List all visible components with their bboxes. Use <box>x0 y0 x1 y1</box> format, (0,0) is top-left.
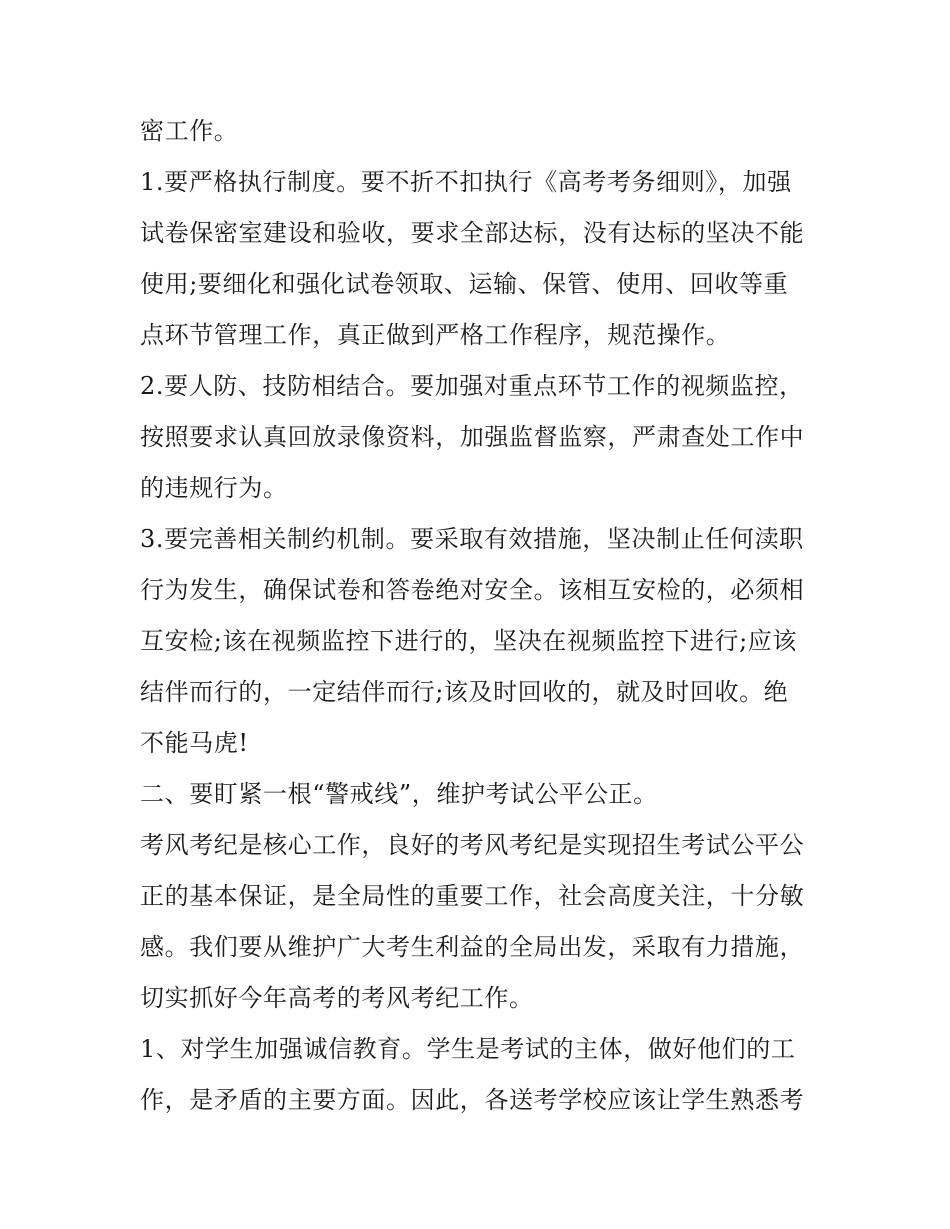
text-line: 点环节管理工作，真正做到严格工作程序，规范操作。 <box>140 321 731 349</box>
text-line: 2.要人防、技防相结合。要加强对重点环节工作的视频监控， <box>140 372 804 400</box>
text-line: 的违规行为。 <box>140 474 288 502</box>
text-line: 使用;要细化和强化试卷领取、运输、保管、使用、回收等重 <box>140 270 789 298</box>
text-line: 密工作。 <box>140 117 239 145</box>
text-line: 互安检;该在视频监控下进行的，坚决在视频监控下进行;应该 <box>140 627 797 655</box>
text-line: 1.要严格执行制度。要不折不扣执行《高考考务细则》，加强 <box>140 168 792 196</box>
text-line: 切实抓好今年高考的考风考纪工作。 <box>140 984 534 1012</box>
text-line: 正的基本保证，是全局性的重要工作，社会高度关注，十分敏 <box>140 882 805 910</box>
text-line: 行为发生，确保试卷和答卷绝对安全。该相互安检的，必须相 <box>140 576 805 604</box>
document-body <box>140 106 815 1126</box>
text-line: 3.要完善相关制约机制。要采取有效措施，坚决制止任何渎职 <box>140 525 804 553</box>
text-line: 试卷保密室建设和验收，要求全部达标，没有达标的坚决不能 <box>140 219 805 247</box>
text-line: 不能马虎! <box>140 729 249 757</box>
text-line: 作，是矛盾的主要方面。因此，各送考学校应该让学生熟悉考 <box>140 1086 805 1114</box>
text-line: 1、对学生加强诚信教育。学生是考试的主体，做好他们的工 <box>140 1035 796 1063</box>
section-heading: 二、要盯紧一根“警戒线”，维护考试公平公正。 <box>140 780 658 808</box>
text-line: 结伴而行的，一定结伴而行;该及时回收的，就及时回收。绝 <box>140 678 789 706</box>
text-line: 感。我们要从维护广大考生利益的全局出发，采取有力措施， <box>140 933 805 961</box>
text-line: 按照要求认真回放录像资料，加强监督监察，严肃查处工作中 <box>140 423 805 451</box>
text-line: 考风考纪是核心工作，良好的考风考纪是实现招生考试公平公 <box>140 831 805 859</box>
